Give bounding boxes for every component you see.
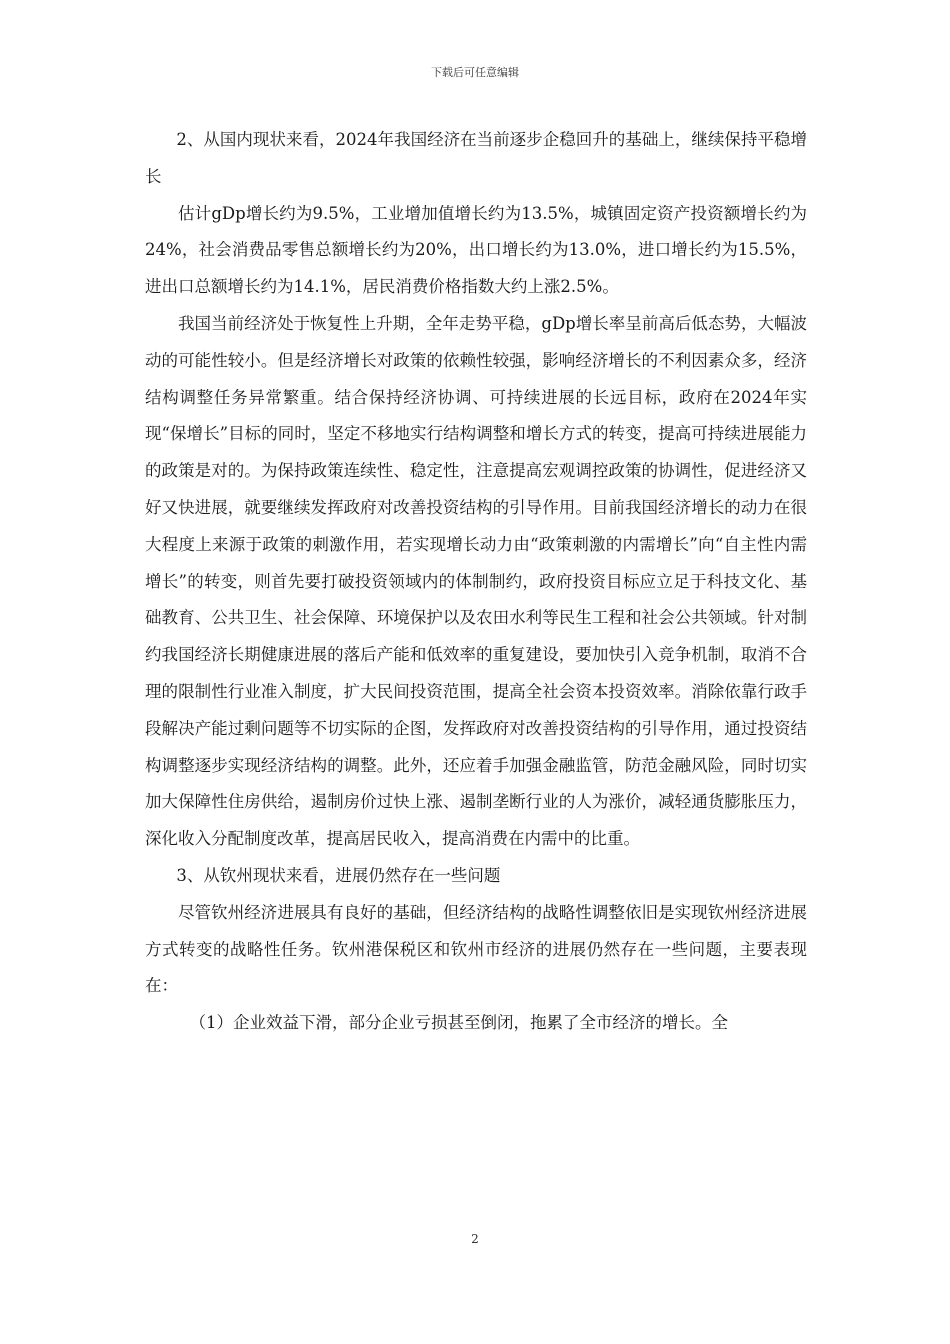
page-number: 2 bbox=[471, 1232, 479, 1246]
paragraph-analysis: 我国当前经济处于恢复性上升期，全年走势平稳，gDp增长率呈前高后低态势，大幅波动的可能性较小。但是经济增长对政策的依赖性较强，影响经济增长的不利因素众多，经济结构调整任务异常繁重。结合保持经济协调、可持续进展的长远目标，政府在2024年实现“保增长”目标的同时，坚定不移地实行结构调整和增长方式的转变，提高可持续进展能力的政策是对的。为保持政策连续性、稳定性，注意提高宏观调控政策的协调性，促进经济又好又快进展，就要继续发挥政府对改善投资结构的引导作用。目前我国经济增长的动力在很大程度上来源于政策的刺激作用，若实现增长动力由“政策刺激的内需增长”向“自主性内需增长”的转变，则首先要打破投资领域内的体制制约，政府投资目标应立足于科技文化、基础教育、公共卫生、社会保障、环境保护以及农田水利等民生工程和社会公共领域。针对制约我国经济长期健康进展的落后产能和低效率的重复建设，要加快引入竞争机制，取消不合理的限制性行业准入制度，扩大民间投资范围，提高全社会资本投资效率。消除依靠行政手段解决产能过剩问题等不切实际的企图，发挥政府对改善投资结构的引导作用，通过投资结构调整逐步实现经济结构的调整。此外，还应着手加强金融监管，防范金融风险，同时切实加大保障性住房供给，遏制房价过快上涨、遏制垄断行业的人为涨价，减轻通货膨胀压力，深化收入分配制度改革，提高居民收入，提高消费在内需中的比重。 bbox=[145, 313, 807, 849]
paragraph-qinzhou-intro: 尽管钦州经济进展具有良好的基础，但经济结构的战略性调整依旧是实现钦州经济进展方式转变的战略性任务。钦州港保税区和钦州市经济的进展仍然存在一些问题，主要表现在： bbox=[145, 902, 807, 996]
list-item-1: （1）企业效益下滑，部分企业亏损甚至倒闭，拖累了全市经济的增长。全 bbox=[189, 1013, 729, 1033]
section-heading-domestic: 2、从国内现状来看，2024年我国经济在当前逐步企稳回升的基础上，继续保持平稳增长 bbox=[145, 130, 807, 186]
document-body bbox=[145, 122, 807, 1042]
paragraph-forecast: 估计gDp增长约为9.5%，工业增加值增长约为13.5%，城镇固定资产投资额增长约为24%，社会消费品零售总额增长约为20%，出口增长约为13.0%，进口增长约为15.5%，进出口总额增长约为14.1%，居民消费价格指数大约上涨2.5%。 bbox=[145, 203, 807, 297]
section-heading-qinzhou: 3、从钦州现状来看，进展仍然存在一些问题 bbox=[176, 865, 501, 885]
page-header: 下载后可任意编辑 bbox=[431, 66, 519, 79]
